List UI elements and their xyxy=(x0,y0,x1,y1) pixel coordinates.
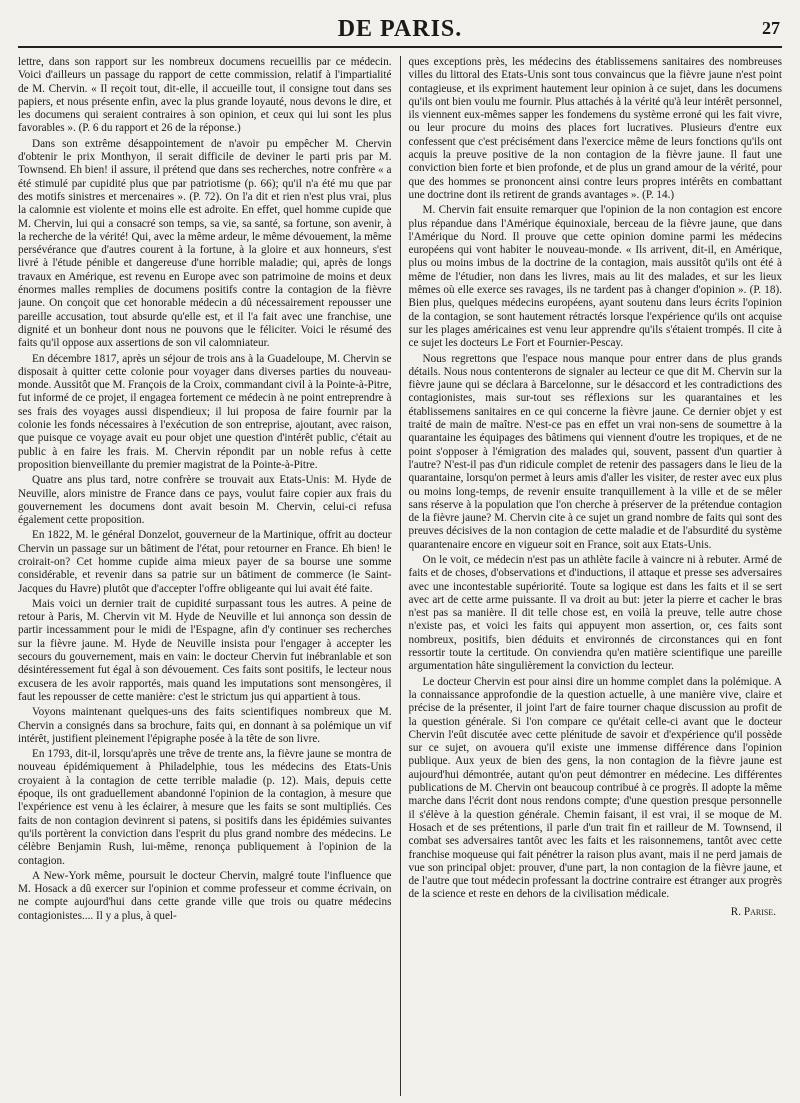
page-title: DE PARIS. xyxy=(337,16,463,42)
paragraph: Le docteur Chervin est pour ainsi dire un homme complet dans la polémique. A la connaissance approfondie de la question actuelle, à une manière vive, claire et précise de la présenter, il joint l'art de faire tourner chaque discussion au profit de la question générale. Si l'on compare ce qu'était celle-ci avant que le docteur Chervin l'eût discutée avec cette plénitude de savoir et d'expérience qu'il possède sur ce sujet, on avouera qu'il existe une immense différence dans l'opinion publique. Aux yeux de bien des gens, la non contagion de la fièvre jaune est aujourd'hui démontrée, autant qu'on peut démontrer en médecine. Les différentes publications de M. Chervin ont beaucoup contribué à ce progrès. Il adopte la même marche dans l'écrit dont nous rendons compte; d'une question presque personnelle il s'élève à la question générale. Chemin faisant, il est vrai, il se moque de M. Hosach et de ses prétentions, il parle d'un trait fin et railleur de M. Townsend, il combat ses adversaires tantôt avec les faits et les raisonnemens, tantôt avec cette franchise moqueuse qui fait pénétrer la raison plus avant, mais il ne perd jamais de vue son principal objet: prouver, d'une part, la non contagion de la fièvre jaune, et de l'autre que tout médecin professant la doctrine contraire est étranger aux progrès de la science et reste en dehors de la civilisation médicale. xyxy=(408,675,782,901)
paragraph: Mais voici un dernier trait de cupidité surpassant tous les autres. A peine de retour à Paris, M. Chervin vit M. Hyde de Neuville et lui annonça son dessin de partir incessamment pour le midi de l'Espagne, afin d'y continuer ses recherches sur la fièvre jaune. M. Hyde de Neuville insista pour l'engager à accepter les secours du gouvernement, mais en vain: le docteur Chervin fut inébranlable et son désintéressement fut égal à son dévouement. Ces faits sont positifs, le lecteur nous excusera de les avoir rapportés, mais quand les imputations sont mensongères, il faut les repousser de cette manière: c'est le strictum jus qui appartient à tous. xyxy=(18,597,392,703)
paragraph: ques exceptions près, les médecins des établissemens sanitaires des nombreuses villes du littoral des Etats-Unis sont tous convaincus que la fièvre jaune n'est point contagieuse, et ils expriment hautement leur opinion à ce sujet, dans les documens qu'ils ont bien voulu me fournir. Plus attachés à la vérité qu'à leur intérêt personnel, ils viennent eux-mêmes sapper les fondemens du système erroné qui les fait vivre, ou leur procure du moins des places fort lucratives. Plusieurs d'entre eux confessent que c'est précisément dans l'exercice même de leurs fonctions qu'ils ont acquis la preuve positive de la non contagion de la fièvre jaune. Il faut une conviction bien forte et bien profonde, et de plus un grand amour de la vérité, pour que des hommes se prononcent ainsi contre leurs propres intérêts en combattant une doctrine dont ils retirent de grands avantages ». (P. 14.) xyxy=(408,56,782,201)
paragraph: En décembre 1817, après un séjour de trois ans à la Guadeloupe, M. Chervin se disposait à quitter cette colonie pour voyager dans diverses parties du nouveau-monde. Aussitôt que M. François de la Croix, commandant civil à la Pointe-à-Pitre, fut informé de ce projet, il engagea fortement ce médecin à ne point entreprendre à ses frais des voyages aussi dispendieux; il lui proposa de faire fournir par la colonie les fonds nécessaires à l'exécution de son entreprise, ajoutant, avec raison, que puisque ce voyage avait eu pour objet une question d'intérêt public, c'était au public à en faire les frais. M. Chervin répondit par un noble refus à cette proposition bienveillante du premier magistrat de la Pointe-à-Pitre. xyxy=(18,352,392,471)
paragraph: Voyons maintenant quelques-uns des faits scientifiques nombreux que M. Chervin a consignés dans sa brochure, faits qui, en donnant à sa polémique un vif intérêt, justifient pleinement l'épigraphe posée à la tête de son livre. xyxy=(18,706,392,745)
page-number: 27 xyxy=(762,18,780,38)
page-header xyxy=(18,12,782,48)
paragraph: A New-York même, poursuit le docteur Chervin, malgré toute l'influence que M. Hosack a dû exercer sur l'opinion et comme professeur et comme écrivain, on ne compte aujourd'hui dans cette grande ville que trois ou quatre médecins contagionistes.... Il y a plus, à quel- xyxy=(18,869,392,922)
text-columns xyxy=(18,56,782,1096)
paragraph: lettre, dans son rapport sur les nombreux documens recueillis par ce médecin. Voici d'ailleurs un passage du rapport de cette commission, relatif à l'impartialité de M. Chervin. « Il reçoit tout, dit-elle, il accueille tout, il consigne tout dans ses papiers, et nous présente enfin, avec la plus grande loyauté, nous devons le dire, et les documens qui seraient contraires à son opinion, et ceux qui lui sont les plus favorables ». (P. 6 du rapport et 26 de la réponse.) xyxy=(18,56,392,135)
right-column xyxy=(401,56,783,1096)
paragraph: Dans son extrême désappointement de n'avoir pu empêcher M. Chervin d'obtenir le prix Monthyon, il serait difficile de deviner le parti pris par M. Townsend. Eh bien! il assure, il prétend que dans ses recherches, notre confrère « a été stimulé par cupidité plus que par patriotisme (p. 66); qu'il n'a été mu que par des motifs sinistres et mercenaires ». (P. 72). On l'a dit et rien n'est plus vrai, plus la calomnie est violente et moins elle est adroite. En effet, quel homme cupide que M. Chervin, lui qui a consacré son temps, sa vie, sa santé, sa fortune, son avenir, à la recherche de la vérité! Qui, avec la même ardeur, le même dévouement, la même persévérance que d'autres courent à la fortune, à la gloire et aux honneurs, s'est livré à l'étude pénible et dangereuse d'une horrible maladie; qui, après de longs travaux en Amérique, est revenu en Europe avec son patrimoine de moins et deux énormes malles remplies de documens positifs contre la contagion de la fièvre jaune. On conçoit que cet honorable médecin a dû nécessairement repousser une pareille accusation, tout absurde qu'elle est, et il l'a fait avec une franchise, une dignité et un bonheur dont nous ne pouvons que le féliciter. Voici le résumé des faits qu'il oppose aux assertions de son vil calomniateur. xyxy=(18,137,392,350)
paragraph: M. Chervin fait ensuite remarquer que l'opinion de la non contagion est encore plus répandue dans l'Amérique équinoxiale, berceau de la fièvre jaune, que dans l'Amérique du Nord. Il prouve que cette opinion domine parmi les médecins européens qui vont habiter le nouveau-monde. « Ils arrivent, dit-il, en Amérique, plus ou moins imbus de la doctrine de la contagion, mais aussitôt qu'ils ont été à même de l'étudier, non dans les livres, mais au lit des malades, et sur les lieux mêmes où elle exerce ses ravages, ils ne tardent pas à changer d'opinion ». (P. 18). Bien plus, quelques médecins européens, ayant soutenu dans leurs écrits l'opinion de la contagion, se sont hautement rétractés lorsque l'expérience qu'ils ont acquise sur les plages américaines est venu leur apprendre qu'ils s'étaient trompés. Il cite à ce sujet les docteurs Le Fort et Fournier-Pescay. xyxy=(408,204,782,350)
paragraph: En 1822, M. le général Donzelot, gouverneur de la Martinique, offrit au docteur Chervin un passage sur un bâtiment de l'état, pour retourner en France. Eh bien! le croirait-on? Cet homme cupide aima mieux payer de sa bourse une somme considérable, et revenir dans sa patrie sur un bâtiment de commerce (le Saint-Jacques du Havre) plutôt que d'accepter l'offre obligeante qui lui avait été faite. xyxy=(18,529,392,595)
paragraph: En 1793, dit-il, lorsqu'après une trêve de trente ans, la fièvre jaune se montra de nouveau épidémiquement à Philadelphie, tous les médecins des Etats-Unis croyaient à la contagion de cette terrible maladie (p. 12). Mais, depuis cette époque, ils ont graduellement abandonné l'opinion de la contagion, à mesure que l'expérience est venu à les éclairer, à mesure que les faits se sont multipliés. Ces faits de non contagion devinrent si patens, si positifs dans les épidémies suivantes qu'ils portèrent la conviction dans l'esprit du plus grand nombre des médecins. Le célèbre Benjamin Rush, lui-même, renonça publiquement à l'opinion de la contagion. xyxy=(18,748,392,867)
paragraph: Nous regrettons que l'espace nous manque pour entrer dans de plus grands détails. Nous nous contenterons de signaler au lecteur ce que dit M. Chervin sur la fièvre jaune qui se déclara à Barcelonne, sur le désaccord et les contradictions des contagionistes, mais sur-tout ses réflexions sur les quarantaines et les établissemens sanitaires en ce qui concerne la fièvre jaune. Ce dernier objet y est traité de main de maître. N'est-ce pas en effet un vrai non-sens de soumettre à la quarantaine les équipages des bâtimens qui viennent d'outre les tropiques, et de ne point s'opposer à l'émigration des malades qui, souvent, passent d'un quartier à l'autre? N'est-il pas d'un ridicule complet de retenir des passagers dans le lieu de la quarantaine, lorsqu'on permet à leurs amis d'aller les visiter, de rester avec eux plus ou moins long-temps, de revenir ensuite tranquillement à la ville et de se mêler sans réserve à la population que l'on cherche à préserver de la prétendue contagion de la fièvre jaune? M. Chervin cite à ce sujet un grand nombre de faits qui sont des preuves décisives de la non contagion de cette maladie et de l'absurdité du système quarantenaire encore en vigueur soit en France, soit aux Etats-Unis. xyxy=(408,352,782,551)
author-signature: R. Parise. xyxy=(730,905,776,918)
paragraph: Quatre ans plus tard, notre confrère se trouvait aux Etats-Unis: M. Hyde de Neuville, alors ministre de France dans ce pays, voulut faire copier aux frais du gouvernement les documens dont avait besoin M. Chervin, celui-ci refusa également cette proposition. xyxy=(18,474,392,527)
paragraph: On le voit, ce médecin n'est pas un athlète facile à vaincre ni à rebuter. Armé de faits et de choses, d'observations et d'inductions, il attaque et presse ses adversaires avec une incontestable supériorité. Toute sa logique est dans les faits et il se sert avec art de cette arme puissante. Il va droit au but: jeter la pierre et cacher le bras n'est pas sa manière. Il dit telle chose est, en voilà la preuve, telle autre chose n'existe pas, et voici les faits qui appuyent mon assertion, or, ces faits sont nombreux, positifs, bien déduits et environnés de circonstances qui en font ressortir toute la certitude. On conviendra qu'en matière scientifique une pareille argumentation hâte singulièrement la conviction du lecteur. xyxy=(408,553,782,673)
left-column xyxy=(18,56,400,1096)
